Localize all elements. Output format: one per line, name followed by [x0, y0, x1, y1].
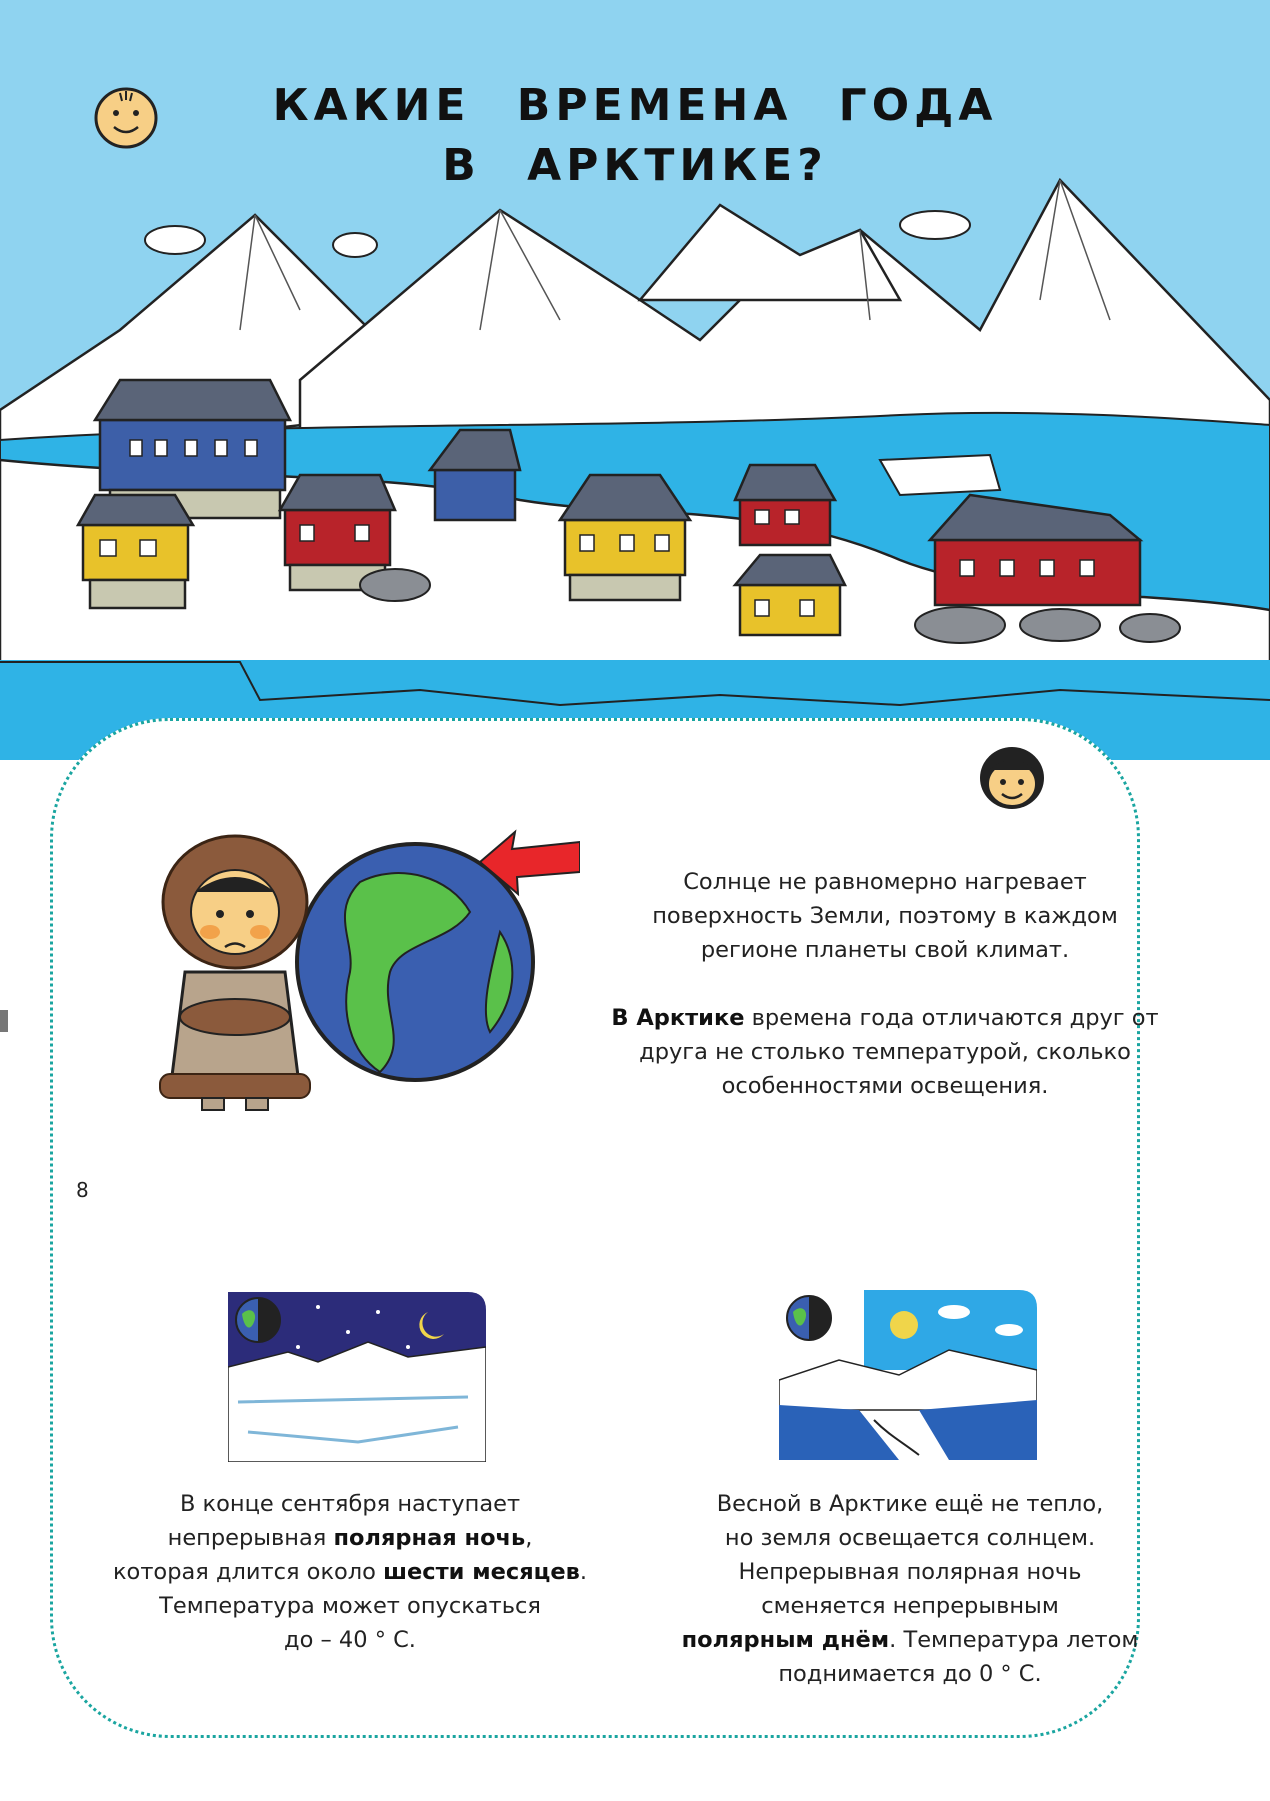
- girl-face-icon: [975, 740, 1049, 812]
- intro-paragraph-1: Солнце не равномерно нагревает поверхность Земли, поэтому в каждом регионе планеты свой климат.: [652, 869, 1118, 963]
- night-line-5: до – 40 ° С.: [284, 1627, 416, 1653]
- day-line-5-rest: . Температура летом: [889, 1627, 1139, 1653]
- intro-arctic-bold: В Арктике: [611, 1005, 745, 1031]
- page-title-line1: КАКИЕ ВРЕМЕНА ГОДА: [272, 80, 998, 131]
- night-line-2-a: непрерывная: [167, 1525, 334, 1551]
- polar-day-illustration: [779, 1290, 1037, 1460]
- intro-paragraph-2: [605, 1001, 1165, 1103]
- day-line-6: поднимается до 0 ° С.: [778, 1661, 1042, 1687]
- night-line-4: Температура может опускаться: [159, 1593, 541, 1619]
- day-line-1: Весной в Арктике ещё не тепло,: [716, 1491, 1104, 1517]
- intro-paragraph-2-rest: времена года отличаются друг от друга не столько температурой, сколько особенностями освещения.: [639, 1005, 1159, 1099]
- globe-icon: [297, 844, 533, 1080]
- day-line-5: [630, 1623, 1190, 1657]
- day-line-3: Непрерывная полярная ночь: [738, 1559, 1082, 1585]
- intro-text: [605, 865, 1165, 1103]
- polar-night-text: [70, 1487, 630, 1657]
- polar-night-illustration: [228, 1292, 486, 1462]
- cold-child-globe-illustration: [150, 822, 580, 1112]
- polar-day-text: [630, 1487, 1190, 1691]
- polar-night-bold: полярная ночь: [333, 1525, 526, 1551]
- six-months-bold: шести месяцев: [383, 1559, 580, 1585]
- page-number: 8: [76, 1178, 89, 1202]
- night-line-3-a: которая длится около: [112, 1559, 384, 1585]
- page-title-line2: В АРКТИКЕ?: [442, 140, 828, 191]
- night-line-3-end: .: [579, 1559, 588, 1585]
- night-line-3: [70, 1555, 630, 1589]
- night-line-2-end: ,: [525, 1525, 533, 1551]
- sun-icon: [890, 1311, 918, 1339]
- day-line-2: но земля освещается солнцем.: [724, 1525, 1096, 1551]
- day-line-4: сменяется непрерывным: [761, 1593, 1059, 1619]
- polar-day-bold: полярным днём: [681, 1627, 890, 1653]
- page-edge-mark: [0, 1010, 8, 1032]
- inuit-child-figure: [160, 836, 310, 1110]
- night-line-1: В конце сентября наступает: [179, 1491, 521, 1517]
- night-line-2: [70, 1521, 630, 1555]
